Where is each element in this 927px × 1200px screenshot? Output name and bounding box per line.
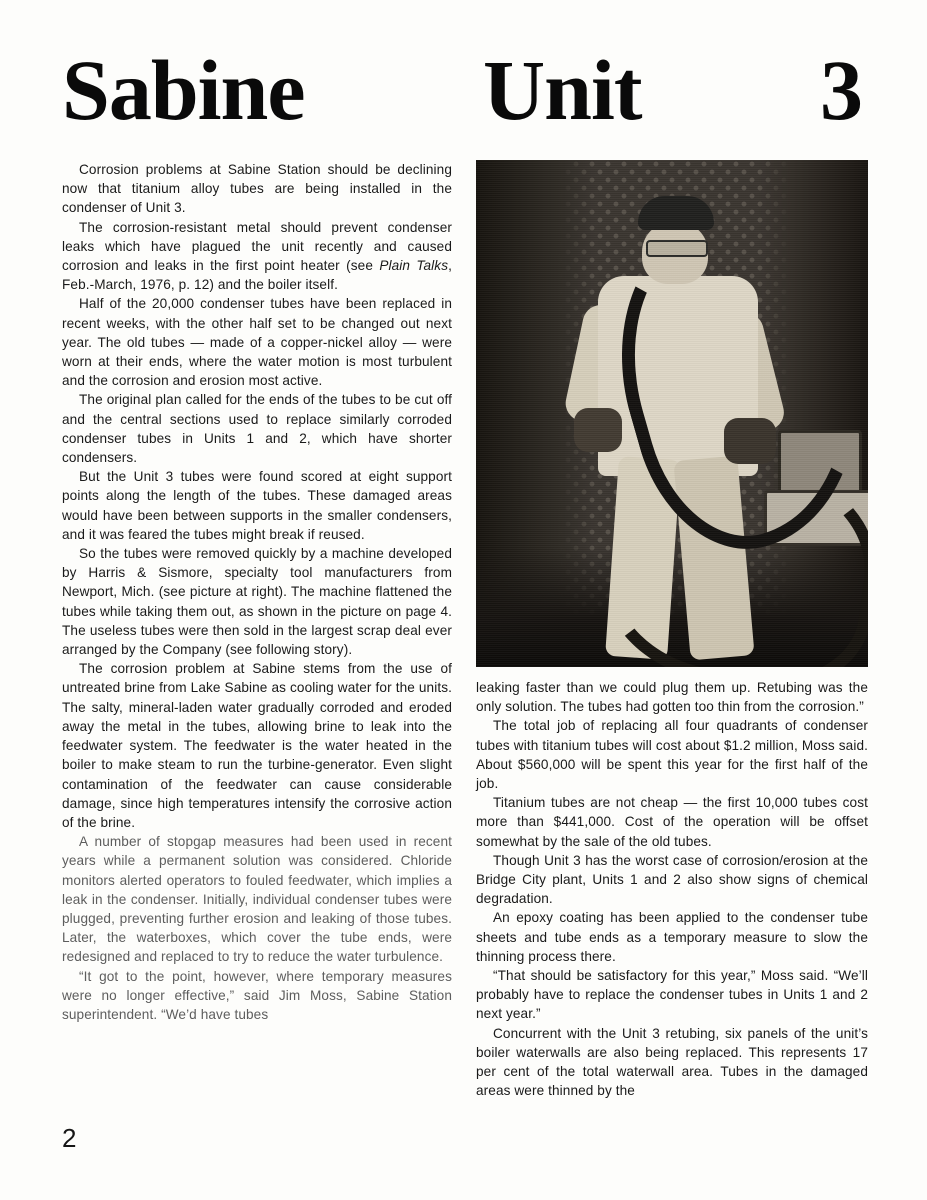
paragraph xyxy=(62,218,452,295)
paragraph: The total job of replacing all four quadrants of condenser tubes with titanium tubes will cost about $1.2 million, Moss said. About $560,000 will be spent this year for the first half of the job. xyxy=(476,718,868,792)
paragraph: So the tubes were removed quickly by a machine developed by Harris & Sismore, specialty tool manufacturers from Newport, Mich. (see picture at right). The machine flattened the tubes while taking them out, as shown in the picture on page 4. The useless tubes were then sold in the largest scrap deal ever arranged by the Company (see following story). xyxy=(62,546,452,658)
paragraph: Corrosion problems at Sabine Station should be declining now that titanium alloy tubes are being installed in the condenser of Unit 3. xyxy=(62,162,452,216)
paragraph: “That should be satisfactory for this year,” Moss said. “We’ll probably have to replace the condenser tubes in Units 1 and 2 next year.” xyxy=(476,968,868,1022)
paragraph: Concurrent with the Unit 3 retubing, six panels of the unit’s boiler waterwalls are also being replaced. This represents 17 per cent of the total waterwall area. Tubes in the damaged areas were thinned by the xyxy=(476,1025,868,1099)
publication-title: Plain Talks xyxy=(379,258,449,274)
page-number: 2 xyxy=(62,1123,77,1153)
paragraph: Though Unit 3 has the worst case of corrosion/erosion at the Bridge City plant, Units 1 and 2 also show signs of chemical degradation. xyxy=(476,852,868,907)
paragraph: The corrosion problem at Sabine stems from the use of untreated brine from Lake Sabine as cooling water for the units. The salty, mineral-laden water gradually corroded and eroded away the metal in the tubes, allowing brine to leak into the feedwater system. The feedwater is the water heated in the boiler to make steam to run the turbine-generator. Even slight contamination of the feedwater can cause considerable damage, since high temperatures intensify the corrosive action of the brine. xyxy=(62,661,452,830)
paragraph: A number of stopgap measures had been used in recent years while a permanent solution was considered. Chloride monitors alerted operators to fouled feedwater, which implies a leak in the condenser. Initially, individual condenser tubes were plugged, preventing further erosion and leaking of those tubes. Later, the waterboxes, which cover the tube ends, were redesigned and replaced to try to reduce the water turbulence. xyxy=(62,834,452,965)
paragraph: But the Unit 3 tubes were found scored at eight support points along the length of the tubes. These damaged areas would have been between supports in the smaller condensers, and it was feared the tubes might break if reused. xyxy=(62,469,452,542)
headline-word-sabine: Sabine xyxy=(62,42,305,138)
paragraph: Half of the 20,000 condenser tubes have been replaced in recent weeks, with the other half set to be changed out next year. The old tubes — made of a copper-nickel alloy — were worn at their ends, where the water motion is most turbulent and the corrosion and erosion most active. xyxy=(62,296,452,389)
article-column-left xyxy=(62,160,452,1024)
worker-left-glove xyxy=(574,408,622,452)
article-photo xyxy=(476,160,868,667)
paragraph: The original plan called for the ends of the tubes to be cut off and the central sections used to replace similarly corroded condenser tubes in Units 1 and 2, which have shorter condensers. xyxy=(62,392,452,466)
headline-word-number: 3 xyxy=(820,42,862,138)
paragraph: leaking faster than we could plug them up. Retubing was the only solution. The tubes had gotten too thin from the corrosion.” xyxy=(476,680,868,715)
article-column-right xyxy=(476,678,868,1100)
paragraph: Titanium tubes are not cheap — the first 10,000 tubes cost more than $441,000. Cost of the operation will be offset somewhat by the sale of the old tubes. xyxy=(476,795,868,849)
page-headline xyxy=(62,44,868,136)
paragraph: An epoxy coating has been applied to the condenser tube sheets and tube ends as a temporary measure to slow the thinning process there. xyxy=(476,910,868,964)
paragraph-text: The corrosion-resistant metal should prevent condenser leaks which have plagued the unit recently and caused corrosion and leaks in the first point heater (see Plain Talks, Feb.-March, 1976, p. 12) and the boiler itself. xyxy=(62,219,452,293)
headline-word-unit: Unit xyxy=(483,42,642,138)
paragraph: “It got to the point, however, where temporary measures were no longer effective,” said Jim Moss, Sabine Station superintendent. “We’d have tubes xyxy=(62,968,452,1022)
